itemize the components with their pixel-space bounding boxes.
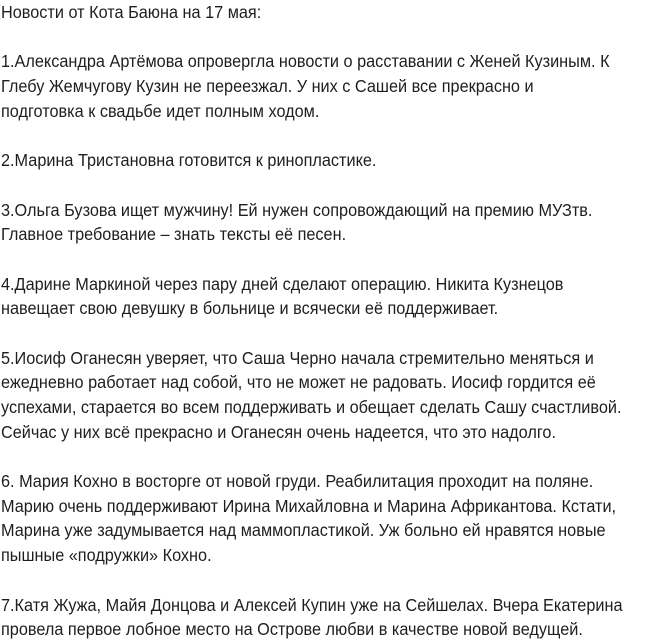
news-item-6-line-4: пышные «подружки» Кохно. bbox=[1, 545, 212, 566]
news-item-6-line-2: Марию очень поддерживают Ирина Михайловна и Марина Африкантова. Кстати, bbox=[1, 495, 617, 516]
news-item-7-line-2: провела первое лобное место на Острове любви в качестве новой ведущей. bbox=[1, 619, 583, 640]
news-item-1-line-2: Глебу Жемчугову Кузин не переезжал. У них с Сашей все прекрасно и bbox=[1, 76, 534, 97]
news-item-2-line-1: 2.Марина Тристановна готовится к ринопластике. bbox=[1, 150, 377, 171]
news-item-5-line-4: Сейчас у них всё прекрасно и Оганесян очень надеется, что это надолго. bbox=[1, 421, 556, 442]
news-item-6-line-1: 6. Мария Кохно в восторге от новой груди. Реабилитация проходит на поляне. bbox=[1, 471, 594, 492]
news-item-3-line-2: Главное требование – знать тексты её песен. bbox=[1, 224, 347, 245]
news-item-4 bbox=[1, 272, 670, 321]
news-item-7-line-1: 7.Катя Жужа, Майя Донцова и Алексей Купин уже на Сейшелах. Вчера Екатерина bbox=[1, 594, 623, 615]
news-item-1-line-3: подготовка к свадьбе идет полным ходом. bbox=[1, 100, 320, 121]
news-item-6-line-3: Марина уже задумывается над маммопластикой. Уж больно ей нравятся новые bbox=[1, 520, 606, 541]
news-item-4-line-2: навещает свою девушку в больнице и всячески её поддерживает. bbox=[1, 298, 499, 319]
news-item-5-line-1: 5.Иосиф Оганесян уверяет, что Саша Черно начала стремительно меняться и bbox=[1, 347, 594, 368]
news-item-5-line-3: успехами, старается во всем поддерживать и обещает сделать Сашу счастливой. bbox=[1, 397, 622, 417]
news-item-6 bbox=[1, 469, 670, 568]
news-item-7 bbox=[1, 593, 670, 642]
news-item-1 bbox=[1, 49, 670, 123]
news-item-3-line-1: 3.Ольга Бузова ищет мужчину! Ей нужен сопровождающий на премию МУЗтв. bbox=[1, 199, 593, 220]
news-item-4-line-1: 4.Дарине Маркиной через пару дней сделают операцию. Никита Кузнецов bbox=[1, 273, 564, 294]
news-item-3 bbox=[1, 198, 670, 247]
document-title: Новости от Кота Баюна на 17 мая: bbox=[1, 2, 262, 22]
news-item-5 bbox=[1, 346, 670, 445]
news-item-5-line-2: ежедневно работает над собой, что не может не радовать. Иосиф гордится её bbox=[1, 372, 596, 393]
news-item-1-line-1: 1.Александра Артёмова опровергла новости о расставании с Женей Кузиным. К bbox=[1, 51, 610, 72]
news-item-2 bbox=[1, 148, 670, 173]
